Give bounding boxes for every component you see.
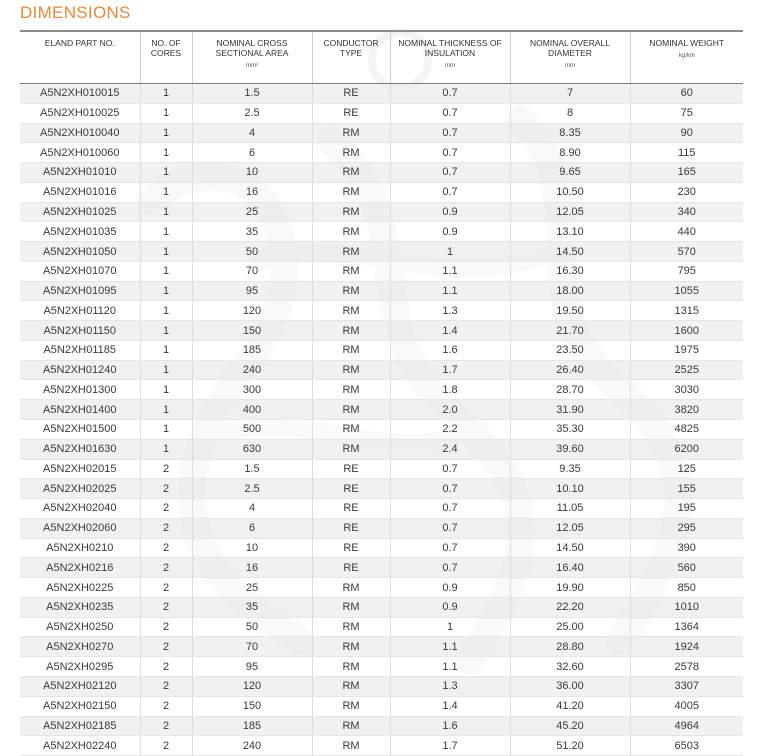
diameter-cell: 45.20 (510, 716, 630, 736)
column-header-cores (140, 32, 192, 84)
weight-cell: 440 (630, 222, 743, 242)
conductor-type-cell: RM (312, 182, 390, 202)
diameter-cell: 36.00 (510, 676, 630, 696)
part-no-cell: A5N2XH01240 (20, 360, 140, 380)
conductor-type-cell: RM (312, 222, 390, 242)
diameter-cell: 22.20 (510, 597, 630, 617)
column-header-weight (630, 32, 743, 84)
column-unit: mm² (246, 63, 258, 69)
part-no-cell: A5N2XH01300 (20, 380, 140, 400)
cores-cell: 2 (140, 578, 192, 598)
conductor-type-cell: RM (312, 202, 390, 222)
column-header-part-no (20, 32, 140, 84)
diameter-cell: 19.50 (510, 301, 630, 321)
cores-cell: 1 (140, 222, 192, 242)
insulation-cell: 0.7 (390, 103, 510, 123)
table-header-row (20, 32, 743, 84)
weight-cell: 195 (630, 499, 743, 519)
cores-cell: 1 (140, 439, 192, 459)
weight-cell: 155 (630, 479, 743, 499)
part-no-cell: A5N2XH01010 (20, 163, 140, 183)
insulation-cell: 0.9 (390, 578, 510, 598)
cross-section-cell: 185 (192, 340, 312, 360)
cross-section-cell: 240 (192, 736, 312, 756)
diameter-cell: 26.40 (510, 360, 630, 380)
diameter-cell: 9.65 (510, 163, 630, 183)
table-row (20, 321, 743, 341)
cores-cell: 1 (140, 321, 192, 341)
weight-cell: 570 (630, 242, 743, 262)
cross-section-cell: 10 (192, 163, 312, 183)
cross-section-cell: 10 (192, 538, 312, 558)
cross-section-cell: 6 (192, 518, 312, 538)
diameter-cell: 7 (510, 84, 630, 104)
cores-cell: 2 (140, 479, 192, 499)
diameter-cell: 28.80 (510, 637, 630, 657)
part-no-cell: A5N2XH02185 (20, 716, 140, 736)
table-row (20, 479, 743, 499)
column-header-label: NO. OF CORES (150, 38, 182, 58)
table-row (20, 578, 743, 598)
insulation-cell: 0.9 (390, 222, 510, 242)
part-no-cell: A5N2XH0225 (20, 578, 140, 598)
diameter-cell: 8.35 (510, 123, 630, 143)
cores-cell: 2 (140, 597, 192, 617)
weight-cell: 1924 (630, 637, 743, 657)
weight-cell: 1600 (630, 321, 743, 341)
diameter-cell: 19.90 (510, 578, 630, 598)
weight-cell: 1315 (630, 301, 743, 321)
cores-cell: 1 (140, 242, 192, 262)
insulation-cell: 2.0 (390, 400, 510, 420)
insulation-cell: 0.9 (390, 202, 510, 222)
conductor-type-cell: RM (312, 340, 390, 360)
table-row (20, 143, 743, 163)
cross-section-cell: 4 (192, 499, 312, 519)
table-row (20, 676, 743, 696)
part-no-cell: A5N2XH02040 (20, 499, 140, 519)
column-header-label: NOMINAL CROSS SECTIONAL AREA (215, 38, 289, 58)
diameter-cell: 51.20 (510, 736, 630, 756)
diameter-cell: 21.70 (510, 321, 630, 341)
table-row (20, 360, 743, 380)
conductor-type-cell: RM (312, 281, 390, 301)
cores-cell: 2 (140, 538, 192, 558)
diameter-cell: 16.40 (510, 558, 630, 578)
diameter-cell: 23.50 (510, 340, 630, 360)
conductor-type-cell: RE (312, 558, 390, 578)
cores-cell: 2 (140, 617, 192, 637)
conductor-type-cell: RM (312, 321, 390, 341)
cores-cell: 1 (140, 380, 192, 400)
table-row (20, 736, 743, 756)
weight-cell: 2578 (630, 657, 743, 677)
diameter-cell: 9.35 (510, 459, 630, 479)
weight-cell: 795 (630, 261, 743, 281)
diameter-cell: 11.05 (510, 499, 630, 519)
weight-cell: 4964 (630, 716, 743, 736)
diameter-cell: 28.70 (510, 380, 630, 400)
conductor-type-cell: RM (312, 301, 390, 321)
weight-cell: 390 (630, 538, 743, 558)
diameter-cell: 13.10 (510, 222, 630, 242)
part-no-cell: A5N2XH01025 (20, 202, 140, 222)
part-no-cell: A5N2XH0270 (20, 637, 140, 657)
table-row (20, 103, 743, 123)
insulation-cell: 1.7 (390, 360, 510, 380)
conductor-type-cell: RM (312, 578, 390, 598)
diameter-cell: 41.20 (510, 696, 630, 716)
weight-cell: 295 (630, 518, 743, 538)
diameter-cell: 14.50 (510, 242, 630, 262)
cross-section-cell: 300 (192, 380, 312, 400)
table-row (20, 261, 743, 281)
cores-cell: 1 (140, 143, 192, 163)
weight-cell: 1010 (630, 597, 743, 617)
insulation-cell: 1.3 (390, 676, 510, 696)
part-no-cell: A5N2XH0295 (20, 657, 140, 677)
cores-cell: 1 (140, 261, 192, 281)
part-no-cell: A5N2XH01150 (20, 321, 140, 341)
weight-cell: 1055 (630, 281, 743, 301)
table-row (20, 123, 743, 143)
weight-cell: 1975 (630, 340, 743, 360)
table-row (20, 657, 743, 677)
insulation-cell: 1.4 (390, 696, 510, 716)
cores-cell: 2 (140, 499, 192, 519)
weight-cell: 2525 (630, 360, 743, 380)
column-unit: kg/km (678, 53, 695, 59)
diameter-cell: 8.90 (510, 143, 630, 163)
conductor-type-cell: RE (312, 538, 390, 558)
weight-cell: 3820 (630, 400, 743, 420)
weight-cell: 165 (630, 163, 743, 183)
table-row (20, 242, 743, 262)
cores-cell: 2 (140, 518, 192, 538)
cross-section-cell: 2.5 (192, 479, 312, 499)
part-no-cell: A5N2XH010060 (20, 143, 140, 163)
column-header-label: NOMINAL THICKNESS OF INSULATION (398, 38, 502, 58)
weight-cell: 340 (630, 202, 743, 222)
table-body (20, 84, 743, 756)
column-header-diameter (510, 32, 630, 84)
table-row (20, 84, 743, 104)
part-no-cell: A5N2XH010040 (20, 123, 140, 143)
table-row (20, 538, 743, 558)
insulation-cell: 0.7 (390, 479, 510, 499)
cross-section-cell: 16 (192, 182, 312, 202)
part-no-cell: A5N2XH0216 (20, 558, 140, 578)
weight-cell: 1364 (630, 617, 743, 637)
cross-section-cell: 150 (192, 696, 312, 716)
conductor-type-cell: RM (312, 143, 390, 163)
weight-cell: 3030 (630, 380, 743, 400)
diameter-cell: 32.60 (510, 657, 630, 677)
weight-cell: 75 (630, 103, 743, 123)
cross-section-cell: 2.5 (192, 103, 312, 123)
cross-section-cell: 70 (192, 637, 312, 657)
cores-cell: 1 (140, 123, 192, 143)
conductor-type-cell: RM (312, 261, 390, 281)
cross-section-cell: 1.5 (192, 459, 312, 479)
cross-section-cell: 95 (192, 657, 312, 677)
insulation-cell: 0.7 (390, 518, 510, 538)
part-no-cell: A5N2XH01070 (20, 261, 140, 281)
diameter-cell: 25.00 (510, 617, 630, 637)
cores-cell: 1 (140, 202, 192, 222)
diameter-cell: 12.05 (510, 518, 630, 538)
table-row (20, 400, 743, 420)
part-no-cell: A5N2XH0250 (20, 617, 140, 637)
table-row (20, 459, 743, 479)
weight-cell: 560 (630, 558, 743, 578)
conductor-type-cell: RM (312, 360, 390, 380)
insulation-cell: 1.3 (390, 301, 510, 321)
table-row (20, 222, 743, 242)
conductor-type-cell: RM (312, 617, 390, 637)
cores-cell: 1 (140, 360, 192, 380)
column-header-cross-section (192, 32, 312, 84)
cores-cell: 1 (140, 163, 192, 183)
insulation-cell: 2.4 (390, 439, 510, 459)
insulation-cell: 1.8 (390, 380, 510, 400)
conductor-type-cell: RM (312, 380, 390, 400)
insulation-cell: 0.9 (390, 597, 510, 617)
conductor-type-cell: RM (312, 736, 390, 756)
part-no-cell: A5N2XH01630 (20, 439, 140, 459)
part-no-cell: A5N2XH01016 (20, 182, 140, 202)
cores-cell: 1 (140, 420, 192, 440)
insulation-cell: 1.6 (390, 716, 510, 736)
part-no-cell: A5N2XH02120 (20, 676, 140, 696)
insulation-cell: 0.7 (390, 459, 510, 479)
insulation-cell: 0.7 (390, 499, 510, 519)
table-row (20, 380, 743, 400)
conductor-type-cell: RM (312, 163, 390, 183)
cross-section-cell: 95 (192, 281, 312, 301)
cores-cell: 2 (140, 696, 192, 716)
part-no-cell: A5N2XH01095 (20, 281, 140, 301)
insulation-cell: 1.1 (390, 637, 510, 657)
conductor-type-cell: RM (312, 657, 390, 677)
conductor-type-cell: RM (312, 242, 390, 262)
insulation-cell: 1.6 (390, 340, 510, 360)
weight-cell: 230 (630, 182, 743, 202)
insulation-cell: 0.7 (390, 182, 510, 202)
insulation-cell: 0.7 (390, 143, 510, 163)
diameter-cell: 18.00 (510, 281, 630, 301)
insulation-cell: 1.4 (390, 321, 510, 341)
insulation-cell: 1.1 (390, 281, 510, 301)
conductor-type-cell: RE (312, 84, 390, 104)
weight-cell: 6503 (630, 736, 743, 756)
table-row (20, 597, 743, 617)
page-title: DIMENSIONS (20, 3, 131, 22)
conductor-type-cell: RM (312, 716, 390, 736)
diameter-cell: 12.05 (510, 202, 630, 222)
conductor-type-cell: RM (312, 439, 390, 459)
cores-cell: 2 (140, 657, 192, 677)
part-no-cell: A5N2XH02240 (20, 736, 140, 756)
table-row (20, 499, 743, 519)
part-no-cell: A5N2XH02025 (20, 479, 140, 499)
table-row (20, 163, 743, 183)
table-row (20, 558, 743, 578)
insulation-cell: 0.7 (390, 538, 510, 558)
insulation-cell: 1 (390, 617, 510, 637)
conductor-type-cell: RE (312, 459, 390, 479)
diameter-cell: 16.30 (510, 261, 630, 281)
conductor-type-cell: RM (312, 696, 390, 716)
column-header-label: ELAND PART NO. (44, 38, 115, 48)
cores-cell: 1 (140, 281, 192, 301)
cores-cell: 2 (140, 558, 192, 578)
diameter-cell: 35.30 (510, 420, 630, 440)
cores-cell: 1 (140, 400, 192, 420)
part-no-cell: A5N2XH02150 (20, 696, 140, 716)
cross-section-cell: 120 (192, 301, 312, 321)
table-row (20, 617, 743, 637)
cores-cell: 2 (140, 637, 192, 657)
column-header-label: NOMINAL WEIGHT (649, 38, 725, 48)
column-header-conductor-type (312, 32, 390, 84)
table-row (20, 716, 743, 736)
conductor-type-cell: RM (312, 637, 390, 657)
weight-cell: 60 (630, 84, 743, 104)
conductor-type-cell: RM (312, 400, 390, 420)
part-no-cell: A5N2XH02060 (20, 518, 140, 538)
part-no-cell: A5N2XH010015 (20, 84, 140, 104)
cross-section-cell: 150 (192, 321, 312, 341)
cross-section-cell: 70 (192, 261, 312, 281)
table-row (20, 340, 743, 360)
diameter-cell: 14.50 (510, 538, 630, 558)
cross-section-cell: 35 (192, 597, 312, 617)
part-no-cell: A5N2XH01050 (20, 242, 140, 262)
weight-cell: 6200 (630, 439, 743, 459)
conductor-type-cell: RE (312, 103, 390, 123)
cross-section-cell: 25 (192, 578, 312, 598)
part-no-cell: A5N2XH0210 (20, 538, 140, 558)
diameter-cell: 8 (510, 103, 630, 123)
part-no-cell: A5N2XH01185 (20, 340, 140, 360)
cross-section-cell: 50 (192, 617, 312, 637)
conductor-type-cell: RM (312, 676, 390, 696)
weight-cell: 4825 (630, 420, 743, 440)
diameter-cell: 39.60 (510, 439, 630, 459)
weight-cell: 90 (630, 123, 743, 143)
part-no-cell: A5N2XH01120 (20, 301, 140, 321)
cores-cell: 1 (140, 340, 192, 360)
cross-section-cell: 630 (192, 439, 312, 459)
weight-cell: 125 (630, 459, 743, 479)
cores-cell: 1 (140, 301, 192, 321)
column-header-insulation (390, 32, 510, 84)
cores-cell: 1 (140, 103, 192, 123)
cores-cell: 2 (140, 459, 192, 479)
diameter-cell: 10.50 (510, 182, 630, 202)
cross-section-cell: 50 (192, 242, 312, 262)
table-row (20, 301, 743, 321)
part-no-cell: A5N2XH0235 (20, 597, 140, 617)
conductor-type-cell: RE (312, 499, 390, 519)
insulation-cell: 1.1 (390, 657, 510, 677)
part-no-cell: A5N2XH010025 (20, 103, 140, 123)
insulation-cell: 1.7 (390, 736, 510, 756)
weight-cell: 4005 (630, 696, 743, 716)
insulation-cell: 0.7 (390, 163, 510, 183)
cross-section-cell: 35 (192, 222, 312, 242)
insulation-cell: 2.2 (390, 420, 510, 440)
weight-cell: 850 (630, 578, 743, 598)
conductor-type-cell: RE (312, 518, 390, 538)
insulation-cell: 0.7 (390, 84, 510, 104)
insulation-cell: 0.7 (390, 558, 510, 578)
cross-section-cell: 120 (192, 676, 312, 696)
cores-cell: 2 (140, 676, 192, 696)
cross-section-cell: 16 (192, 558, 312, 578)
cross-section-cell: 400 (192, 400, 312, 420)
cross-section-cell: 25 (192, 202, 312, 222)
table-row (20, 518, 743, 538)
weight-cell: 115 (630, 143, 743, 163)
part-no-cell: A5N2XH01500 (20, 420, 140, 440)
part-no-cell: A5N2XH02015 (20, 459, 140, 479)
conductor-type-cell: RM (312, 420, 390, 440)
cross-section-cell: 240 (192, 360, 312, 380)
column-header-label: CONDUCTOR TYPE (323, 38, 379, 58)
table-row (20, 182, 743, 202)
table-row (20, 202, 743, 222)
insulation-cell: 1 (390, 242, 510, 262)
cross-section-cell: 4 (192, 123, 312, 143)
part-no-cell: A5N2XH01035 (20, 222, 140, 242)
part-no-cell: A5N2XH01400 (20, 400, 140, 420)
table-row (20, 439, 743, 459)
cores-cell: 1 (140, 182, 192, 202)
table-row (20, 281, 743, 301)
table-row (20, 420, 743, 440)
cores-cell: 1 (140, 84, 192, 104)
weight-cell: 3307 (630, 676, 743, 696)
table-row (20, 637, 743, 657)
conductor-type-cell: RM (312, 597, 390, 617)
column-unit: mm (565, 63, 575, 69)
diameter-cell: 31.90 (510, 400, 630, 420)
insulation-cell: 1.1 (390, 261, 510, 281)
conductor-type-cell: RM (312, 123, 390, 143)
column-header-label: NOMINAL OVERALL DIAMETER (530, 38, 610, 58)
cross-section-cell: 6 (192, 143, 312, 163)
insulation-cell: 0.7 (390, 123, 510, 143)
cores-cell: 2 (140, 716, 192, 736)
cross-section-cell: 185 (192, 716, 312, 736)
cross-section-cell: 500 (192, 420, 312, 440)
column-unit: mm (445, 63, 455, 69)
table-row (20, 696, 743, 716)
cores-cell: 2 (140, 736, 192, 756)
conductor-type-cell: RE (312, 479, 390, 499)
dimensions-table (20, 32, 743, 756)
cross-section-cell: 1.5 (192, 84, 312, 104)
diameter-cell: 10.10 (510, 479, 630, 499)
